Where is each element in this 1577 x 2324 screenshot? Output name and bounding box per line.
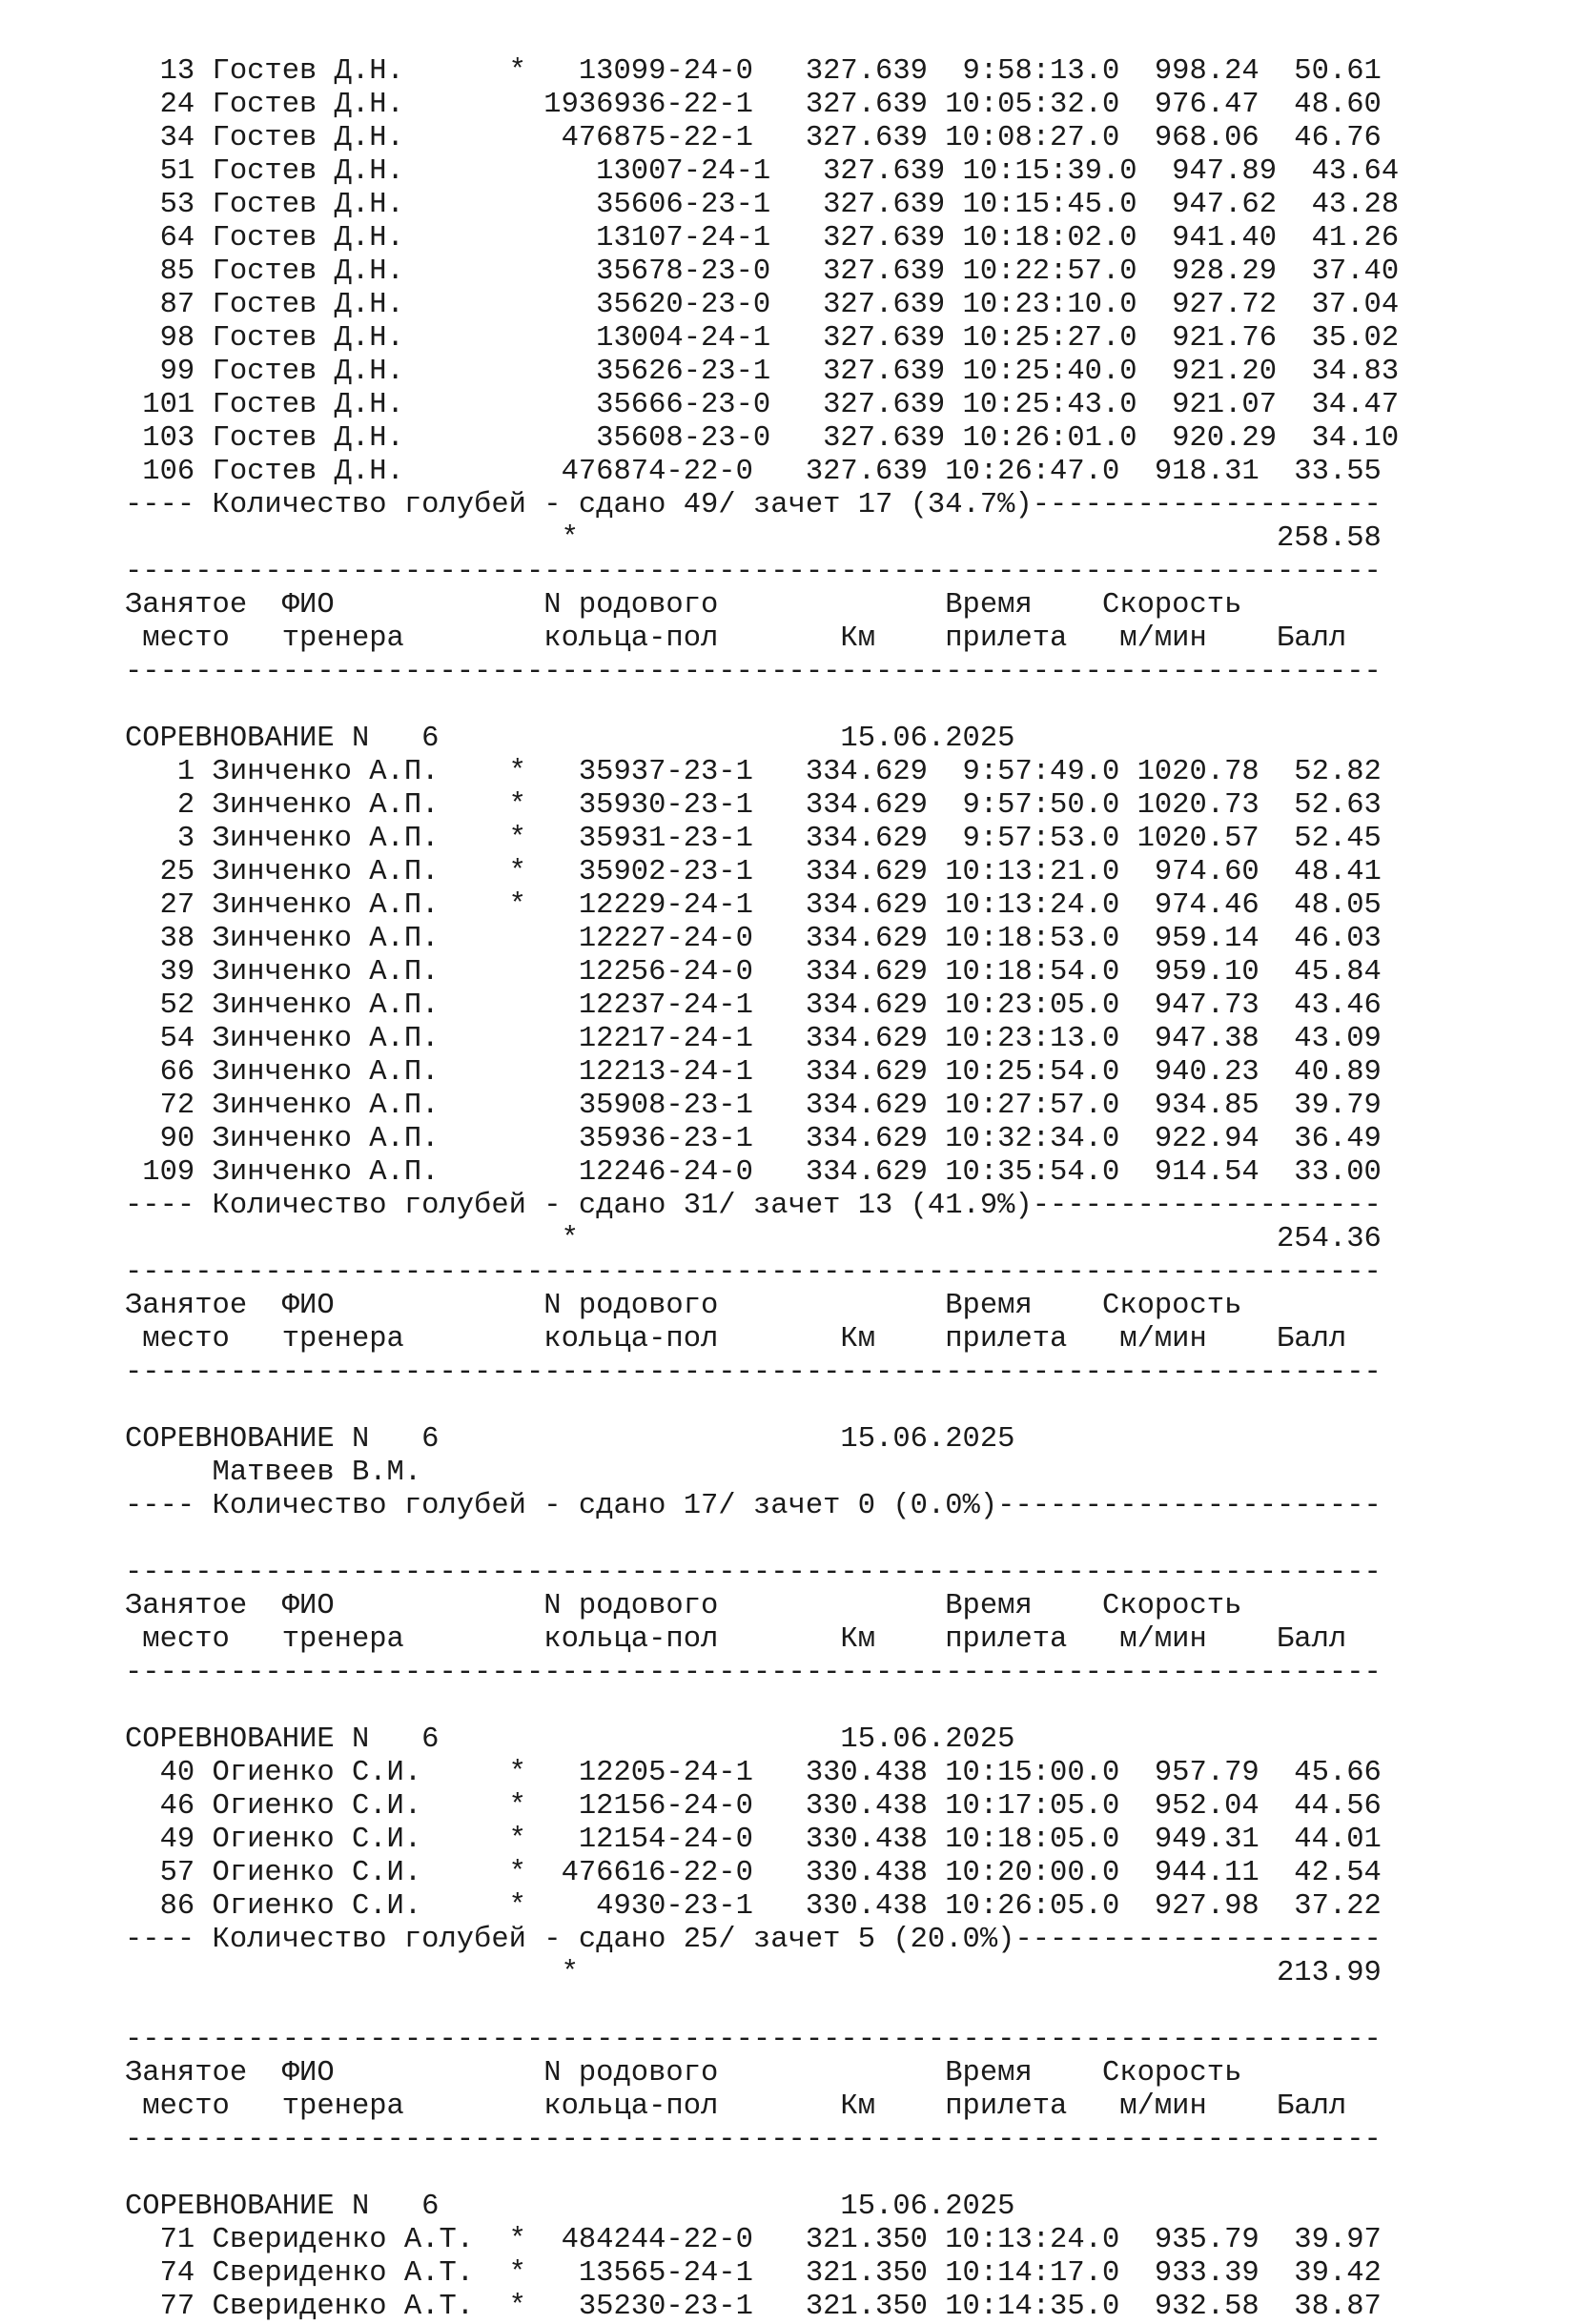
blank-line (125, 1390, 1536, 1423)
report-line: Занятое ФИО N родового Время Скорость (125, 2057, 1242, 2090)
blank-line (125, 2157, 1536, 2191)
report-line: ---- Количество голубей - сдано 25/ зачет 5 (20.0%)--------------------- (125, 1924, 1382, 1956)
report-line: 51 Гостев Д.Н. 13007-24-1 327.639 10:15:39.0 947.89 43.64 (125, 155, 1400, 188)
report-line: 25 Зинченко А.П. * 35902-23-1 334.629 10:13:21.0 974.60 48.41 (125, 856, 1382, 888)
report-line: 34 Гостев Д.Н. 476875-22-1 327.639 10:08:27.0 968.06 46.76 (125, 122, 1382, 154)
report-line: Занятое ФИО N родового Время Скорость (125, 589, 1242, 622)
report-line: Матвеев В.М. (125, 1457, 422, 1489)
report-line: 49 Огиенко С.И. * 12154-24-0 330.438 10:18:05.0 949.31 44.01 (125, 1824, 1382, 1856)
report-line: 2 Зинченко А.П. * 35930-23-1 334.629 9:57:50.0 1020.73 52.63 (125, 789, 1382, 822)
report-line: место тренера кольца-пол Км прилета м/мин Балл (125, 622, 1347, 655)
report-line: 101 Гостев Д.Н. 35666-23-0 327.639 10:25:43.0 921.07 34.47 (125, 389, 1400, 421)
report-line: 103 Гостев Д.Н. 35608-23-0 327.639 10:26:01.0 920.29 34.10 (125, 422, 1400, 455)
report-line: СОРЕВНОВАНИЕ N 6 15.06.2025 (125, 2191, 1015, 2223)
report-line: 24 Гостев Д.Н. 1936936-22-1 327.639 10:05:32.0 976.47 48.60 (125, 89, 1382, 121)
report-line: ------------------------------------------------------------------------ (125, 1356, 1382, 1389)
report-line: 71 Свериденко А.Т. * 484244-22-0 321.350 10:13:24.0 935.79 39.97 (125, 2224, 1382, 2256)
report-line: ------------------------------------------------------------------------ (125, 2124, 1382, 2156)
blank-line (125, 1523, 1536, 1557)
report-line: ---- Количество голубей - сдано 17/ зачет 0 (0.0%)---------------------- (125, 1490, 1382, 1522)
report-line: 3 Зинченко А.П. * 35931-23-1 334.629 9:57:53.0 1020.57 52.45 (125, 823, 1382, 855)
report-line: ------------------------------------------------------------------------ (125, 656, 1382, 688)
report-line: 85 Гостев Д.Н. 35678-23-0 327.639 10:22:57.0 928.29 37.40 (125, 255, 1400, 288)
report-line: 1 Зинченко А.П. * 35937-23-1 334.629 9:57:49.0 1020.78 52.82 (125, 756, 1382, 788)
report-line: место тренера кольца-пол Км прилета м/мин Балл (125, 1323, 1347, 1356)
blank-line (125, 689, 1536, 723)
report-line: 54 Зинченко А.П. 12217-24-1 334.629 10:23:13.0 947.38 43.09 (125, 1023, 1382, 1055)
report-line: ------------------------------------------------------------------------ (125, 2024, 1382, 2056)
report-line: 57 Огиенко С.И. * 476616-22-0 330.438 10:20:00.0 944.11 42.54 (125, 1857, 1382, 1889)
report-line: ---- Количество голубей - сдано 49/ зачет 17 (34.7%)-------------------- (125, 489, 1382, 521)
report-line: 90 Зинченко А.П. 35936-23-1 334.629 10:32:34.0 922.94 36.49 (125, 1123, 1382, 1155)
report-line: * 258.58 (125, 522, 1382, 555)
report-line: ------------------------------------------------------------------------ (125, 1557, 1382, 1589)
report-line: * 254.36 (125, 1223, 1382, 1255)
report-line: 53 Гостев Д.Н. 35606-23-1 327.639 10:15:45.0 947.62 43.28 (125, 189, 1400, 221)
report-line: 40 Огиенко С.И. * 12205-24-1 330.438 10:15:00.0 957.79 45.66 (125, 1757, 1382, 1789)
report-line: место тренера кольца-пол Км прилета м/мин Балл (125, 2090, 1347, 2123)
report-line: 64 Гостев Д.Н. 13107-24-1 327.639 10:18:02.0 941.40 41.26 (125, 222, 1400, 255)
report-line: СОРЕВНОВАНИЕ N 6 15.06.2025 (125, 1723, 1015, 1756)
report-line: 27 Зинченко А.П. * 12229-24-1 334.629 10:13:24.0 974.46 48.05 (125, 889, 1382, 922)
report-line: Занятое ФИО N родового Время Скорость (125, 1290, 1242, 1322)
report-line: 66 Зинченко А.П. 12213-24-1 334.629 10:25:54.0 940.23 40.89 (125, 1056, 1382, 1089)
report-line: * 213.99 (125, 1957, 1382, 1989)
report-line: 87 Гостев Д.Н. 35620-23-0 327.639 10:23:10.0 927.72 37.04 (125, 289, 1400, 321)
report-line: 74 Свериденко А.Т. * 13565-24-1 321.350 10:14:17.0 933.39 39.42 (125, 2257, 1382, 2290)
report-line: 77 Свериденко А.Т. * 35230-23-1 321.350 10:14:35.0 932.58 38.87 (125, 2291, 1382, 2323)
blank-line (125, 1690, 1536, 1723)
report-line: ---- Количество голубей - сдано 31/ зачет 13 (41.9%)-------------------- (125, 1190, 1382, 1222)
report-line: 99 Гостев Д.Н. 35626-23-1 327.639 10:25:40.0 921.20 34.83 (125, 356, 1400, 388)
report-line: 52 Зинченко А.П. 12237-24-1 334.629 10:23:05.0 947.73 43.46 (125, 989, 1382, 1022)
report-line: место тренера кольца-пол Км прилета м/мин Балл (125, 1623, 1347, 1656)
report-line: 39 Зинченко А.П. 12256-24-0 334.629 10:18:54.0 959.10 45.84 (125, 956, 1382, 989)
report-line: ------------------------------------------------------------------------ (125, 556, 1382, 588)
report-line: 98 Гостев Д.Н. 13004-24-1 327.639 10:25:27.0 921.76 35.02 (125, 322, 1400, 355)
report-line: ------------------------------------------------------------------------ (125, 1256, 1382, 1289)
results-printout (125, 55, 1536, 2324)
report-line: 86 Огиенко С.И. * 4930-23-1 330.438 10:26:05.0 927.98 37.22 (125, 1890, 1382, 1923)
report-line: СОРЕВНОВАНИЕ N 6 15.06.2025 (125, 1423, 1015, 1456)
report-line: 13 Гостев Д.Н. * 13099-24-0 327.639 9:58:13.0 998.24 50.61 (125, 55, 1382, 88)
report-line: 106 Гостев Д.Н. 476874-22-0 327.639 10:26:47.0 918.31 33.55 (125, 456, 1382, 488)
report-line: Занятое ФИО N родового Время Скорость (125, 1590, 1242, 1622)
blank-line (125, 1990, 1536, 2024)
report-line: 38 Зинченко А.П. 12227-24-0 334.629 10:18:53.0 959.14 46.03 (125, 923, 1382, 955)
report-line: 109 Зинченко А.П. 12246-24-0 334.629 10:35:54.0 914.54 33.00 (125, 1156, 1382, 1189)
report-line: 46 Огиенко С.И. * 12156-24-0 330.438 10:17:05.0 952.04 44.56 (125, 1790, 1382, 1823)
report-line: СОРЕВНОВАНИЕ N 6 15.06.2025 (125, 723, 1015, 755)
report-line: 72 Зинченко А.П. 35908-23-1 334.629 10:27:57.0 934.85 39.79 (125, 1090, 1382, 1122)
report-line: ------------------------------------------------------------------------ (125, 1657, 1382, 1689)
